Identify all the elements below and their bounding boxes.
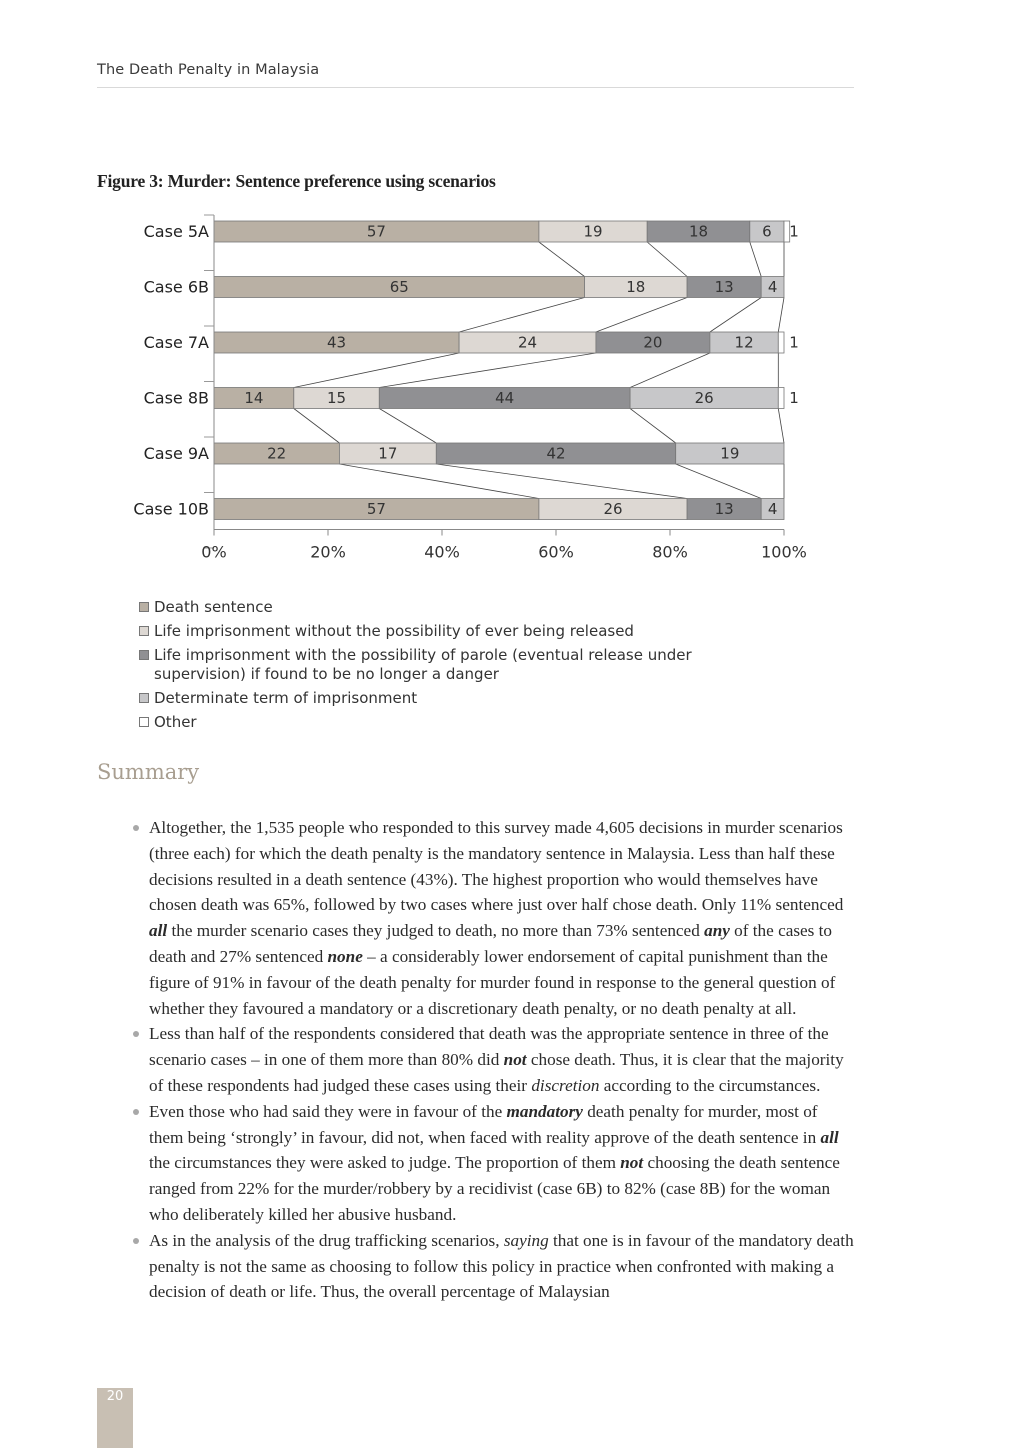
data-label: 13: [714, 278, 734, 296]
body-text: choosing the death sentence ranged from 22% for the murder/robbery by a recidivist (case 6B) to 82% (case 8B) for the woman who deliberately killed her abusive husband.: [149, 1153, 840, 1224]
series-connector-line: [647, 242, 687, 277]
header-rule: [97, 87, 854, 88]
data-label: 26: [603, 500, 623, 518]
bullet-dot-icon: [133, 1109, 139, 1115]
data-label: 14: [244, 389, 264, 407]
category-tick-label: Case 10B: [133, 499, 209, 519]
data-label: 18: [688, 222, 709, 241]
legend-item-life-without-release: [138, 622, 774, 641]
legend-swatch: [139, 650, 149, 660]
figure-title: Figure 3: Murder: Sentence preference using scenarios: [97, 171, 496, 191]
legend-label: Life imprisonment with the possibility of parole (eventual release under supervision) if found to be no longer a danger: [154, 646, 692, 683]
legend-label: Determinate term of imprisonment: [154, 689, 418, 707]
series-connector-line: [459, 298, 584, 333]
data-label: 20: [643, 333, 663, 352]
x-tick-label: 60%: [538, 542, 574, 562]
bullet-text: [149, 1024, 844, 1095]
data-label: 57: [366, 222, 386, 241]
emphasis-text: none: [327, 946, 363, 966]
emphasis-text: mandatory: [506, 1101, 583, 1121]
data-label: 4: [767, 500, 778, 518]
summary-bullet: [130, 815, 855, 1021]
legend-item-death: [138, 598, 774, 617]
bullet-text: [149, 1102, 840, 1224]
series-connector-line: [436, 464, 687, 499]
legend-item-other: [138, 713, 774, 732]
series-connector-line: [750, 242, 761, 277]
body-text: of the cases to death and 27% sentenced: [149, 921, 833, 966]
category-tick-label: Case 6B: [143, 277, 209, 297]
series-connector-line: [294, 353, 459, 388]
series-connector-line: [630, 409, 676, 444]
legend-label: Life imprisonment without the possibility of ever being released: [154, 622, 634, 640]
body-text: the murder scenario cases they judged to death, no more than 73% sentenced: [167, 921, 705, 941]
emphasis-text: all: [149, 921, 168, 941]
data-label: 43: [327, 333, 347, 352]
legend-swatch: [139, 626, 149, 636]
summary-bullet-list: [130, 815, 855, 1305]
data-label: 57: [366, 500, 386, 518]
data-label: 1: [789, 333, 799, 352]
x-tick-label: 0%: [201, 542, 227, 562]
legend-swatch: [139, 693, 149, 703]
data-label: 13: [714, 500, 734, 518]
series-connector-line: [676, 464, 762, 499]
category-tick-label: Case 5A: [143, 222, 209, 241]
data-label: 19: [583, 222, 603, 241]
body-text: Altogether, the 1,535 people who responded to this survey made 4,605 decisions in murder scenarios (three each) for which the death penalty is the mandatory sentence in Malaysia. Less than half these decisions resulted in a death sentence (43%). The highest proportion who would themselves have chosen death was 65%, followed by two cases where just over half chose death. Only 11% sentenced: [149, 818, 844, 915]
summary-heading: Summary: [97, 760, 200, 784]
series-connector-line: [778, 298, 784, 333]
data-label: 44: [495, 389, 515, 407]
legend-label: Other: [154, 713, 197, 731]
body-text: that one is in favour of the mandatory death penalty is not the same as choosing to follow this policy in practice when confronted with making a decision of death or life. Thus, the overall percentage of Malaysian: [149, 1230, 854, 1302]
legend-item-determinate-term: [138, 689, 774, 708]
body-text: chose death. Thus, it is clear that the majority of these respondents had judged these cases using their: [149, 1050, 844, 1095]
bullet-dot-icon: [133, 1031, 139, 1037]
bullet-dot-icon: [133, 825, 139, 831]
chart-legend: [138, 598, 774, 737]
running-head: The Death Penalty in Malaysia: [97, 62, 320, 78]
summary-bullet: [130, 1228, 855, 1305]
series-connector-line: [710, 298, 761, 333]
data-label: 4: [767, 278, 778, 296]
data-label: 19: [720, 444, 740, 463]
x-tick-label: 20%: [310, 542, 346, 562]
stacked-bar-chart: [97, 205, 837, 580]
data-label: 26: [694, 389, 714, 407]
emphasis-text: not: [503, 1050, 527, 1070]
data-label: 65: [389, 278, 409, 296]
bullet-text: [149, 1231, 854, 1302]
body-text: – a considerably lower endorsement of capital punishment than the figure of 91% in favour of the death penalty for murder found in response to the general question of whether they favoured a mandatory or a discretionary death penalty, or no death penalty at all.: [149, 946, 836, 1018]
emphasis-text: all: [820, 1127, 839, 1147]
page-number: 20: [106, 1389, 124, 1404]
data-label: 1: [789, 222, 799, 241]
data-label: 1: [789, 389, 799, 407]
x-tick-label: 100%: [761, 542, 807, 562]
summary-bullet: [130, 1099, 855, 1228]
emphasis-text: not: [620, 1153, 644, 1173]
emphasis-text: discretion: [531, 1075, 600, 1095]
bar-segment: [778, 332, 784, 353]
data-label: 24: [517, 333, 538, 352]
body-text: according to the circumstances.: [599, 1075, 821, 1095]
summary-bullet: [130, 1021, 855, 1098]
body-text: death penalty for murder, most of them being ‘strongly’ in favour, did not, when faced with reality approve of the death sentence in: [149, 1101, 821, 1147]
page-number-tab: [97, 1388, 133, 1448]
series-connector-line: [379, 353, 596, 388]
data-label: 15: [327, 389, 347, 407]
category-tick-label: Case 9A: [143, 444, 209, 463]
x-tick-label: 80%: [652, 542, 688, 562]
series-connector-line: [630, 353, 710, 388]
bullet-text: [149, 818, 843, 1018]
body-text: Even those who had said they were in favour of the: [149, 1101, 507, 1121]
data-label: 12: [734, 333, 754, 352]
series-connector-line: [778, 409, 784, 444]
x-tick-label: 40%: [424, 542, 460, 562]
legend-swatch: [139, 602, 149, 612]
data-label: 17: [378, 444, 398, 463]
series-connector-line: [379, 409, 436, 444]
body-text: the circumstances they were asked to judge. The proportion of them: [149, 1153, 621, 1173]
category-tick-label: Case 7A: [143, 333, 209, 352]
legend-swatch: [139, 717, 149, 727]
legend-item-life-with-parole: [138, 646, 774, 684]
data-label: 22: [267, 444, 287, 463]
data-label: 18: [626, 278, 646, 296]
bar-segment: [778, 388, 784, 409]
emphasis-text: saying: [503, 1230, 549, 1250]
bullet-dot-icon: [133, 1238, 139, 1244]
series-connector-line: [339, 464, 539, 499]
series-connector-line: [596, 298, 687, 333]
series-connector-line: [294, 409, 340, 444]
body-text: As in the analysis of the drug trafficking scenarios,: [149, 1230, 504, 1250]
emphasis-text: any: [704, 921, 730, 941]
body-text: Less than half of the respondents considered that death was the appropriate sentence in three of the scenario cases – in one of them more than 80% did: [149, 1024, 829, 1070]
data-label: 42: [546, 444, 566, 463]
category-tick-label: Case 8B: [143, 388, 209, 408]
data-label: 6: [762, 222, 772, 241]
series-connector-line: [539, 242, 585, 277]
legend-label: Death sentence: [154, 598, 273, 616]
